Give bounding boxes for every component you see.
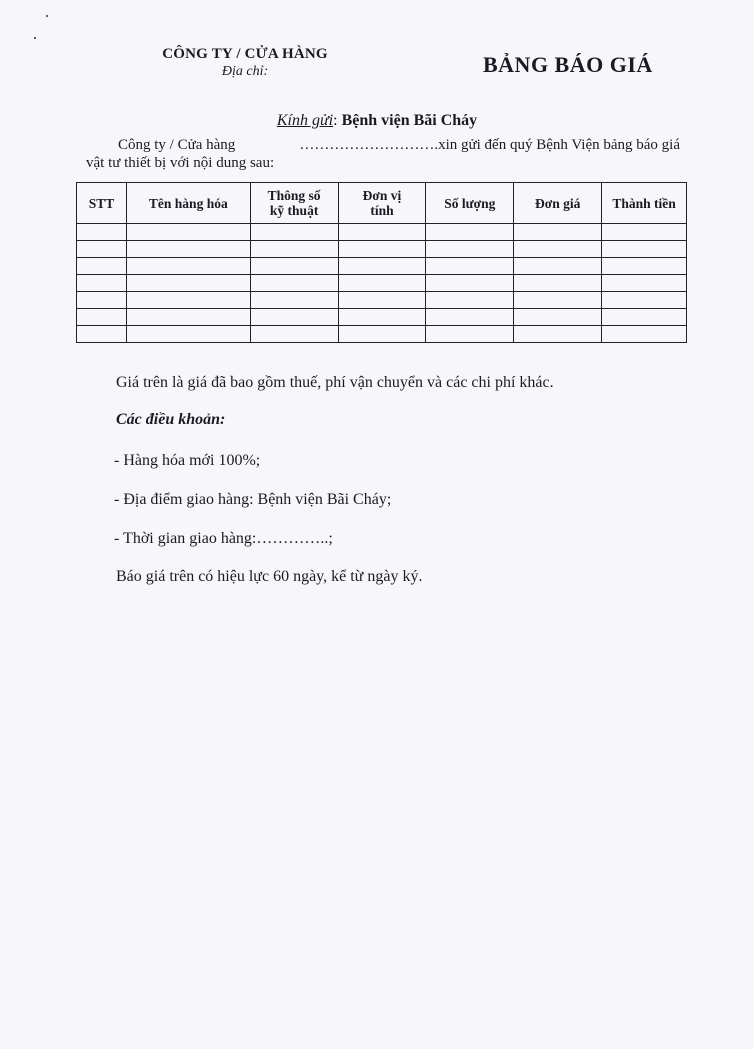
document-title: BẢNG BÁO GIÁ xyxy=(483,52,653,77)
column-header: Thông số kỹ thuật xyxy=(250,183,338,224)
table-cell xyxy=(426,224,514,241)
table-cell xyxy=(514,275,602,292)
table-cell xyxy=(338,258,426,275)
table-cell xyxy=(77,326,127,343)
intro-paragraph xyxy=(86,136,680,172)
table-cell xyxy=(338,309,426,326)
scan-speck xyxy=(46,15,48,17)
table-cell xyxy=(602,258,687,275)
table-row xyxy=(77,275,687,292)
table-cell xyxy=(77,224,127,241)
table-cell xyxy=(426,309,514,326)
table-cell xyxy=(426,292,514,309)
intro-company-label: Công ty / Cửa hàng xyxy=(118,137,236,153)
recipient-line xyxy=(0,112,754,130)
table-cell xyxy=(602,326,687,343)
table-cell xyxy=(514,224,602,241)
table-cell xyxy=(602,292,687,309)
table-cell xyxy=(250,224,338,241)
table-cell xyxy=(514,326,602,343)
table-cell xyxy=(126,224,250,241)
table-cell xyxy=(602,309,687,326)
price-note: Giá trên là giá đã bao gồm thuế, phí vận chuyển và các chi phí khác. xyxy=(116,374,554,391)
table-cell xyxy=(338,241,426,258)
table-row xyxy=(77,224,687,241)
table-header-row xyxy=(77,183,687,224)
column-header: STT xyxy=(77,183,127,224)
table-cell xyxy=(338,292,426,309)
table-cell xyxy=(514,309,602,326)
column-header: Đơn giá xyxy=(514,183,602,224)
table-cell xyxy=(426,275,514,292)
table-cell xyxy=(250,326,338,343)
intro-line2: vật tư thiết bị với nội dung sau: xyxy=(86,155,275,171)
table-cell xyxy=(338,224,426,241)
table-cell xyxy=(77,258,127,275)
table-row xyxy=(77,241,687,258)
table-cell xyxy=(426,326,514,343)
table-cell xyxy=(250,241,338,258)
table-cell xyxy=(77,292,127,309)
table-cell xyxy=(77,275,127,292)
table-cell xyxy=(426,258,514,275)
term-item: - Thời gian giao hàng:…………..; xyxy=(114,530,333,547)
table-cell xyxy=(338,326,426,343)
term-item: - Địa điểm giao hàng: Bệnh viện Bãi Cháy; xyxy=(114,491,392,508)
table-cell xyxy=(250,309,338,326)
scan-speck xyxy=(34,37,36,39)
company-block xyxy=(160,46,330,80)
table-cell xyxy=(514,258,602,275)
table-cell xyxy=(126,326,250,343)
table-row xyxy=(77,258,687,275)
company-name: CÔNG TY / CỬA HÀNG xyxy=(162,46,328,62)
column-header: Tên hàng hóa xyxy=(126,183,250,224)
table-cell xyxy=(602,224,687,241)
intro-line1-rest: ……………………….xin gửi đến quý Bệnh Viện bảng báo giá xyxy=(299,137,680,153)
quotation-table xyxy=(76,182,687,343)
table-cell xyxy=(77,241,127,258)
column-header: Số lượng xyxy=(426,183,514,224)
table-cell xyxy=(602,241,687,258)
table-cell xyxy=(77,309,127,326)
company-address-label: Địa chỉ: xyxy=(221,64,269,79)
terms-heading: Các điều khoản: xyxy=(116,411,226,428)
table-row xyxy=(77,309,687,326)
table-cell xyxy=(514,292,602,309)
table-cell xyxy=(426,241,514,258)
table-cell xyxy=(250,275,338,292)
table-cell xyxy=(602,275,687,292)
recipient-name: Bệnh viện Bãi Cháy xyxy=(341,112,478,129)
column-header: Đơn vị tính xyxy=(338,183,426,224)
table-cell xyxy=(126,309,250,326)
validity-note: Báo giá trên có hiệu lực 60 ngày, kể từ ngày ký. xyxy=(116,568,423,585)
table-cell xyxy=(250,292,338,309)
table-cell xyxy=(126,258,250,275)
table-cell xyxy=(338,275,426,292)
recipient-label: Kính gửi xyxy=(276,112,334,129)
table-cell xyxy=(126,275,250,292)
table-cell xyxy=(250,258,338,275)
table-row xyxy=(77,292,687,309)
table-cell xyxy=(126,241,250,258)
column-header: Thành tiền xyxy=(602,183,687,224)
table-cell xyxy=(126,292,250,309)
recipient-separator: : xyxy=(333,112,338,129)
table-cell xyxy=(514,241,602,258)
term-item: - Hàng hóa mới 100%; xyxy=(114,452,261,469)
table-row xyxy=(77,326,687,343)
